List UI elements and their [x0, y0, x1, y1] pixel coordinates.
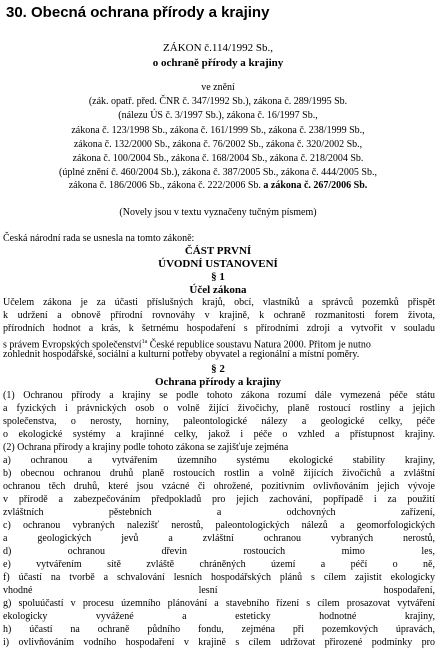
list-item: d) ochranou dřevin rostoucích mimo les, — [3, 546, 435, 557]
section-2-paragraph-2: (2) Ochrana přírody a krajiny podle tohoto zákona se zajišťuje zejména — [3, 442, 289, 453]
section-1-text-line: k udržení a obnově přírodní rovnováhy v krajině, k ochraně rozmanitosti forem života, — [3, 310, 435, 321]
list-item: h) účastí na ochraně půdního fondu, zejména při pozemkových úpravách, — [3, 624, 435, 635]
list-item: ekologicky vyvážené a esteticky hodnotné krajiny, — [3, 611, 435, 622]
list-item: vhodné lesní hospodaření, — [3, 585, 435, 596]
list-item: c) ochranou vybraných nalezišť nerostů, paleontologických nálezů a geomorfologických — [3, 520, 435, 531]
amendment-line-last — [0, 180, 436, 192]
amendment-line: (úplné znění č. 460/2004 Sb.), zákona č. 387/2005 Sb., zákona č. 444/2005 Sb., — [59, 167, 377, 178]
list-item: e) vytvářením sítě zvláště chráněných území a péčí o ně, — [3, 559, 435, 570]
list-item: i) ovlivňováním vodního hospodaření v krajině s cílem udržovat přirozené podmínky pro — [3, 637, 435, 648]
list-item: ochranou těch druhů, které jsou vzácné či ohrožené, pozitivním ovlivňováním jejich vývoje — [3, 481, 435, 492]
amendment-line: zákona č. 123/1998 Sb., zákona č. 161/1999 Sb., zákona č. 238/1999 Sb., — [71, 125, 365, 136]
law-subheading: o ochraně přírody a krajiny — [152, 57, 284, 69]
novel-note: (Novely jsou v textu vyznačeny tučným písmem) — [119, 207, 317, 218]
list-item: zvláštních pěstebních a odchovných zařízení, — [3, 507, 435, 518]
list-item: g) spoluúčastí v procesu územního plánování a stavebního řízení s cílem prosazovat vytváření — [3, 598, 435, 609]
amendment-line: (nálezu ÚS č. 3/1997 Sb.), zákona č. 16/1997 Sb., — [118, 110, 318, 121]
amendment-line: zákona č. 132/2000 Sb., zákona č. 76/2002 Sb., zákona č. 320/2002 Sb., — [73, 139, 363, 150]
section-2-text-line: o ekologické systémy a krajinné celky, jakož i péče o vzhled a přístupnost krajiny. — [3, 429, 435, 440]
list-item: a geologických jevů a zvláštní ochranou vybraných nerostů, — [3, 533, 435, 544]
section-1-line4-end: České republice soustavu Natura 2000. Přitom je nutno — [147, 339, 371, 351]
list-item: b) obecnou ochranou druhů planě rostoucích rostlin a volně žijících živočichů a zvláštní — [3, 468, 435, 479]
section-1-line4-start: s právem Evropských společenství — [3, 339, 142, 351]
part-heading: ČÁST PRVNÍ — [184, 245, 252, 257]
list-item: v přírodě a zabezpečováním předpokladů pro jejich zachování, popřípadě i za použití — [3, 494, 435, 505]
section-2-text-line: společenstva, o nerosty, horniny, paleontologické nálezy a geologické celky, péče — [3, 416, 435, 427]
amendment-last-plain: zákona č. 186/2006 Sb., zákona č. 222/2006 Sb. — [68, 180, 261, 191]
enactment-clause: Česká národní rada se usnesla na tomto zákoně: — [3, 233, 195, 244]
section-2-title: Ochrana přírody a krajiny — [154, 376, 281, 388]
document-title: 30. Obecná ochrana přírody a krajiny — [6, 4, 270, 21]
part-title: ÚVODNÍ USTANOVENÍ — [158, 258, 278, 270]
law-heading: ZÁKON č.114/1992 Sb., — [163, 42, 273, 54]
list-item: f) účastí na tvorbě a schvalování lesních hospodářských plánů s cílem zajistit ekologicky — [3, 572, 435, 583]
amendment-last-bold: a zákona č. 267/2006 Sb. — [260, 180, 368, 191]
section-1-text-line: Účelem zákona je za účasti příslušných krajů, obcí, vlastníků a správců pozemků přispět — [3, 297, 435, 308]
footnote-marker: 1a — [141, 339, 148, 345]
section-2-number: § 2 — [211, 363, 225, 375]
section-2-text-line: a fyzických i právnických osob o volně žijící živočichy, planě rostoucí rostliny a jejich — [3, 403, 435, 414]
amendment-line: (zák. opatř. před. ČNR č. 347/1992 Sb.), zákona č. 289/1995 Sb. — [88, 96, 348, 107]
section-1-text-line: zohlednit hospodářské, sociální a kulturní potřeby obyvatel a regionální a místní poměry. — [3, 349, 360, 360]
section-1-title: Účel zákona — [189, 284, 247, 296]
amendments-intro: ve znění — [201, 82, 235, 93]
section-1-number: § 1 — [211, 271, 225, 283]
section-2-text-line: (1) Ochranou přírody a krajiny se podle tohoto zákona rozumí dále vymezená péče státu — [3, 390, 435, 401]
amendment-line: zákona č. 100/2004 Sb., zákona č. 168/2004 Sb., zákona č. 218/2004 Sb. — [72, 153, 364, 164]
section-1-text-line: přírodních hodnot a krás, k šetrnému hospodaření s přírodními zdroji a vytvořit v souladu — [3, 323, 435, 334]
list-item: a) ochranou a vytvářením územního systému ekologické stability krajiny, — [3, 455, 435, 466]
